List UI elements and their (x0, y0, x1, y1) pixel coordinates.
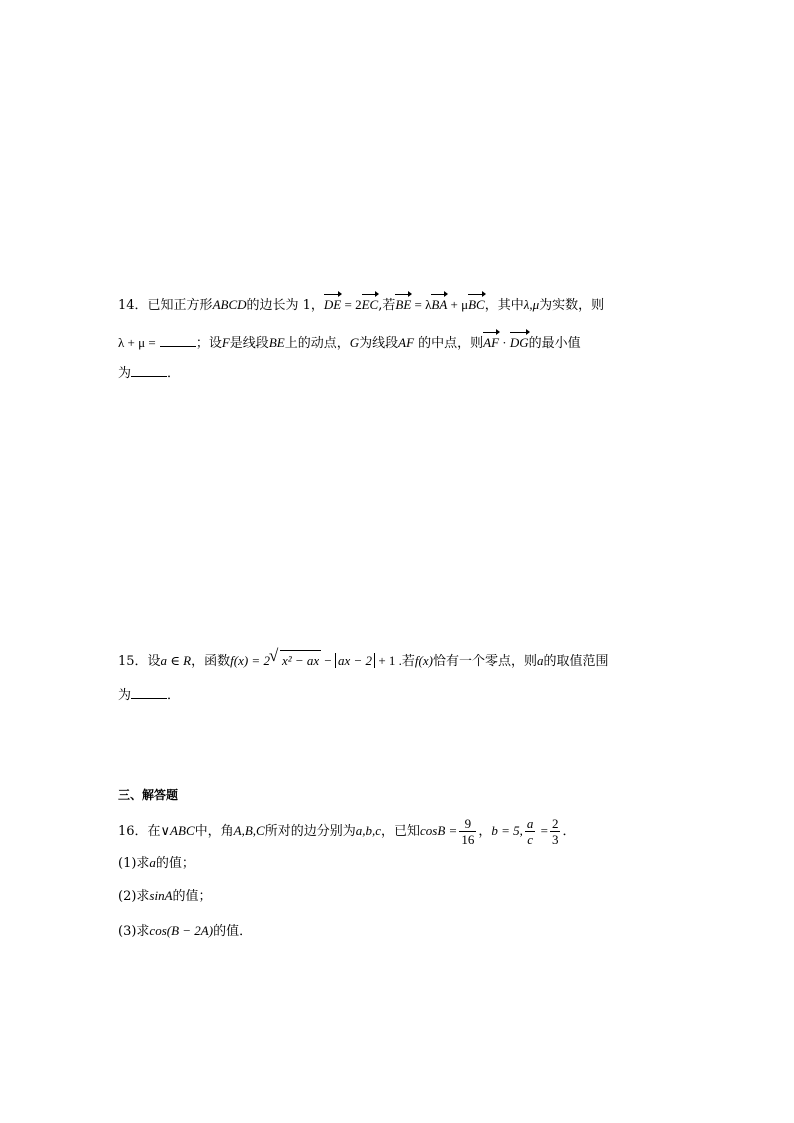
q15-line-2: 为 ． (118, 688, 181, 703)
q15-line-1: 15．设a ∈ R，函数f(x) = 2 √ x² − ax − ax − 2 + 1 .若f(x)恰有一个零点，则a的取值范围 (118, 646, 609, 669)
fraction-a-c: $\frac{a}{c}$ (526, 816, 534, 847)
vector-DE: DE (324, 293, 341, 315)
answer-blank (131, 364, 167, 377)
fraction-2-3: $\frac{2}{3}$ (551, 816, 559, 847)
section-heading: 三、解答题 (118, 788, 179, 802)
vector-BA: BA (431, 293, 447, 315)
vector-AF: AF (483, 331, 499, 353)
vector-EC: EC (362, 293, 379, 315)
answer-blank (131, 686, 167, 699)
answer-blank (160, 334, 196, 347)
vector-BE: BE (395, 293, 411, 315)
vector-BC: BC (468, 293, 485, 315)
q16-number: 16．在 (118, 824, 161, 839)
q16-part-2: (2)求sinA的值； (118, 888, 212, 904)
q14-line-2: λ + μ = ；设F是线段BE上的动点，G为线段AF 的中点，则AF · DG的最小值 (118, 331, 581, 354)
q16-part-3: (3)求cos(B − 2A)的值． (118, 923, 253, 939)
fraction-9-16: $\frac{9}{16}$ (461, 816, 475, 847)
q16-line-1: 16．在∨ABC中，角A,B,C所对的边分别为a,b,c，已知cosB = $\frac{9}{16}$ ，b = 5, $\frac{a}{c}$ = $\frac{2}{3}$ ． (118, 816, 576, 847)
q14-line-1: 14．已知正方形ABCD的边长为 1，DE = 2EC,若BE = λBA + μBC，其中λ,μ为实数，则 (118, 293, 604, 316)
vector-DG: DG (510, 331, 529, 353)
q14-number: 14． (118, 298, 148, 313)
sqrt-expression: √ x² − ax (280, 650, 321, 671)
q15-number: 15．设 (118, 654, 161, 669)
abs-expression: ax − 2 (335, 653, 375, 668)
q16-part-1: (1)求a的值； (118, 855, 195, 871)
q14-line-3: 为 ． (118, 366, 181, 381)
